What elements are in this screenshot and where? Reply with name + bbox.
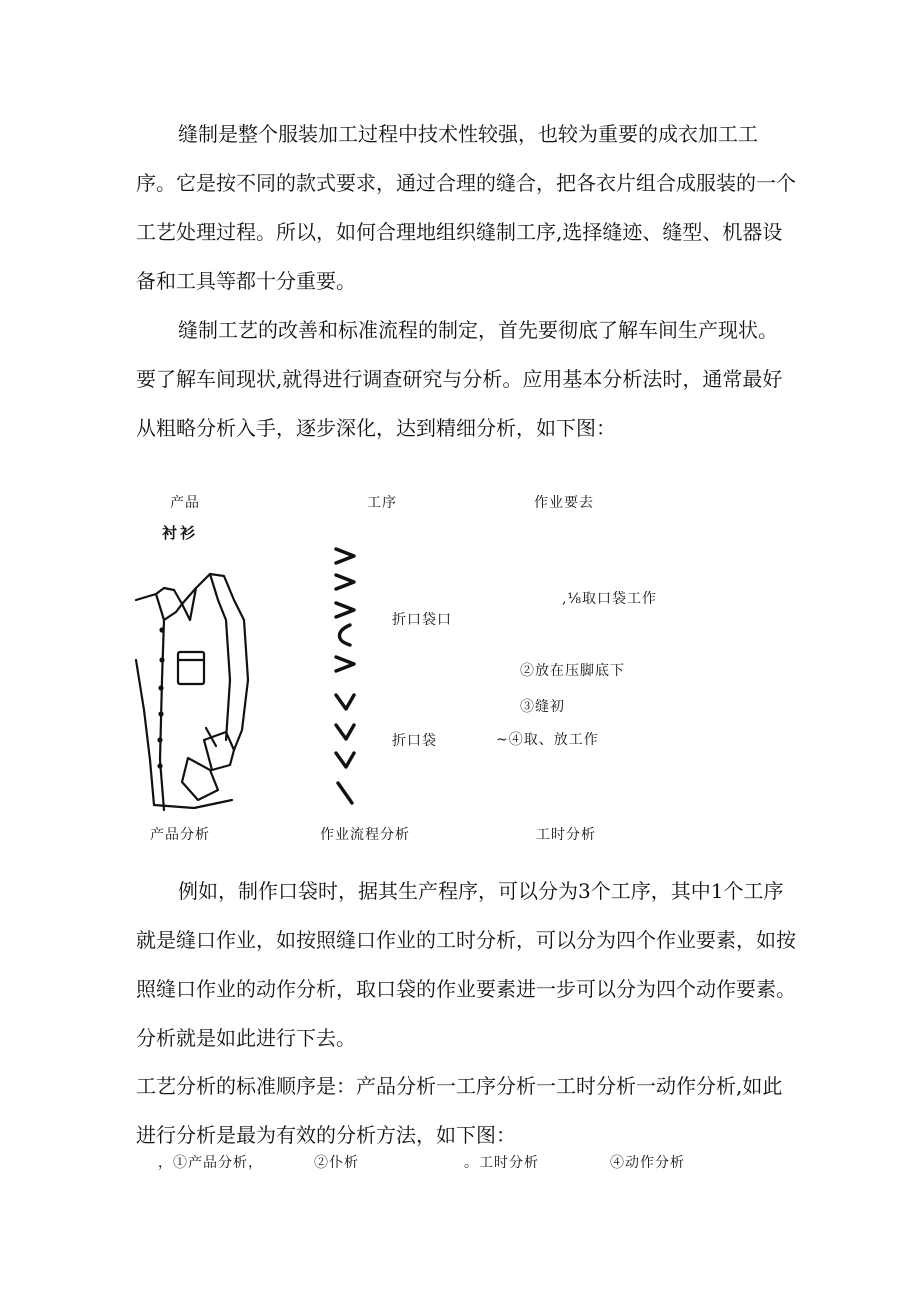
paragraph-sewing-intro: 缝制是整个服装加工过程中技术性较强，也较为重要的成衣加工工序。它是按不同的款式要求，通过合理的缝合，把各衣片组合成服装的一个工艺处理过程。所以，如何合理地组织缝制工序,选择缝迹、缝型、机器设备和工具等都十分重要。 — [136, 122, 796, 293]
element-take-pocket: ,⅛取口袋工作 — [562, 591, 658, 607]
element-place-under-foot: ②放在压脚底下 — [520, 663, 625, 679]
paragraph-pocket-example: 例如，制作口袋时，据其生产程序，可以分为3个工序，其中1个工序就是缝口作业，如按照缝口作业的工时分析，可以分为四个作业要素，如按照缝口作业的动作分析，取口袋的作业要素进一步可以分为四个动作要素。分析就是如此进行下去。 — [136, 879, 796, 1050]
process-fold-pocket-mouth: 折口袋口 — [392, 612, 452, 628]
figure-footer-process-analysis: 作业流程分析 — [320, 827, 410, 843]
paragraph-process-improvement: 缝制工艺的改善和标准流程的制定，首先要彻底了解车间生产现状。要了解车间现状,就得进行调查研究与分析。应用基本分析法时，通常最好从粗略分析入手，逐步深化，达到精细分析，如下图： — [136, 318, 783, 440]
sequence-step-motion: ④动作分析 — [610, 1155, 685, 1171]
sequence-step-product: ，①产品分析， — [158, 1155, 263, 1171]
sequence-step-process: ②仆析 — [314, 1155, 359, 1171]
figure-header-process: 工序 — [367, 495, 397, 511]
process-fold-pocket: 折口袋 — [392, 733, 437, 749]
shirt-illustration-icon — [134, 560, 254, 815]
paragraph-standard-sequence: 工艺分析的标准顺序是：产品分析一工序分析一工时分析一动作分析,如此进行分析是最为有效的分析方法，如下图： — [136, 1074, 783, 1147]
figure-header-product: 产品 — [170, 495, 200, 511]
shirt-label: 衬衫 — [162, 524, 199, 542]
sequence-step-time: 。工时分析 — [464, 1155, 539, 1171]
figure-header-elements: 作业要去 — [534, 495, 594, 511]
figure-footer-product-analysis: 产品分析 — [150, 827, 210, 843]
element-sew: ③缝初 — [520, 699, 565, 715]
process-flow-chevrons-icon — [332, 545, 362, 807]
figure-footer-time-analysis: 工时分析 — [536, 827, 596, 843]
element-take-place: ~④取、放工作 — [496, 732, 599, 748]
